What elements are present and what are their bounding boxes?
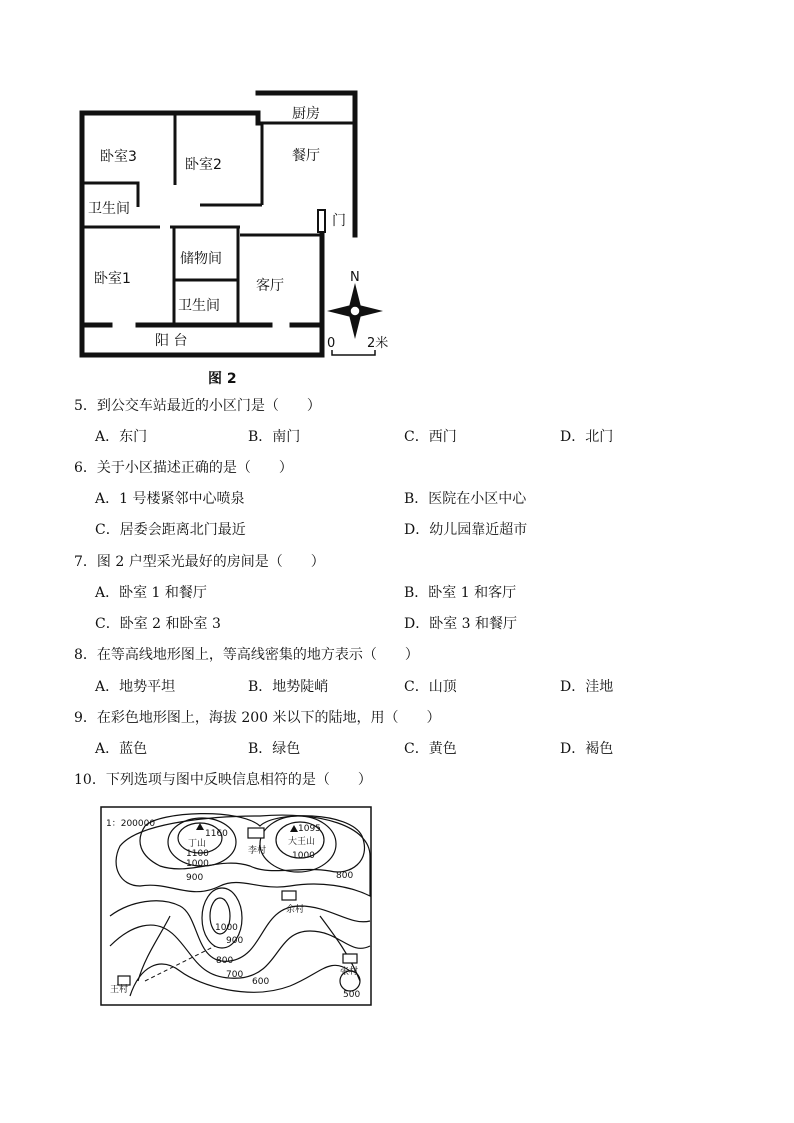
peak1-name: 丁山 (188, 839, 207, 849)
village-zhang-marker (343, 954, 357, 963)
scale-length: 2米 (367, 336, 389, 351)
figure-caption: 图 2 (208, 371, 237, 387)
q6-option-b[interactable]: B．医院在小区中心 (404, 491, 527, 507)
label-bedroom1: 卧室1 (94, 271, 131, 287)
question-9-stem: 9．在彩色地形图上，海拔 200 米以下的陆地，用（ ） (74, 710, 441, 726)
q6-option-d[interactable]: D．幼儿园靠近超市 (404, 522, 528, 538)
village-yu-marker (282, 891, 296, 900)
contour-label-800b: 800 (216, 956, 234, 966)
floor-plan-figure (70, 85, 400, 385)
q6-option-a[interactable]: A．1 号楼紧邻中心喷泉 (95, 491, 245, 507)
peak1-elevation: 1160 (205, 829, 228, 839)
label-balcony: 阳 台 (155, 333, 188, 349)
q8-option-d[interactable]: D．洼地 (560, 679, 614, 695)
contour-map (100, 806, 372, 1006)
label-door: 门 (332, 213, 346, 229)
label-bathroom-bottom: 卫生间 (178, 298, 220, 314)
question-10-stem: 10．下列选项与图中反映信息相符的是（ ） (74, 772, 372, 788)
map-scale: 1：200000 (106, 819, 156, 829)
village-wang-name: 王村 (110, 985, 129, 995)
question-6-stem: 6．关于小区描述正确的是（ ） (74, 460, 293, 476)
contour-label-1000c: 1000 (215, 923, 238, 933)
contour-label-800a: 800 (336, 871, 354, 881)
scale-bar (327, 335, 388, 355)
contour-label-700: 700 (226, 970, 244, 980)
village-zhang-name: 张村 (340, 967, 359, 977)
q9-option-d[interactable]: D．褐色 (560, 741, 614, 757)
contour-label-900a: 900 (186, 873, 204, 883)
peak2-elevation: 1095 (298, 824, 321, 834)
village-wang-marker (118, 976, 130, 985)
contour-map-svg (100, 806, 372, 1006)
label-kitchen: 厨房 (292, 106, 320, 122)
peak2-name: 大王山 (288, 837, 316, 847)
village-li-marker (248, 828, 264, 838)
q7-option-d[interactable]: D．卧室 3 和餐厅 (404, 616, 518, 632)
floor-plan-svg (70, 85, 400, 385)
scale-zero: 0 (327, 336, 336, 351)
village-yu-name: 余村 (286, 905, 305, 915)
q9-option-a[interactable]: A．蓝色 (95, 741, 148, 757)
compass-icon (327, 270, 383, 339)
door-marker (318, 210, 325, 232)
contour-label-500: 500 (343, 990, 361, 1000)
compass-north-label: N (350, 270, 360, 285)
q5-option-b[interactable]: B．南门 (248, 429, 301, 445)
q5-option-d[interactable]: D．北门 (560, 429, 614, 445)
contour-label-1000b: 1000 (292, 851, 315, 861)
label-living: 客厅 (256, 278, 284, 294)
q8-option-b[interactable]: B．地势陡峭 (248, 679, 329, 695)
label-bathroom-top: 卫生间 (88, 201, 130, 217)
question-7-stem: 7．图 2 户型采光最好的房间是（ ） (74, 554, 325, 570)
label-bedroom2: 卧室2 (185, 157, 222, 173)
contour-label-1000a: 1000 (186, 859, 209, 869)
q7-option-c[interactable]: C．卧室 2 和卧室 3 (95, 616, 221, 632)
q9-option-c[interactable]: C．黄色 (404, 741, 457, 757)
q7-option-b[interactable]: B．卧室 1 和客厅 (404, 585, 517, 601)
label-storage: 储物间 (180, 251, 222, 267)
question-5-stem: 5．到公交车站最近的小区门是（ ） (74, 398, 321, 414)
village-li-name: 李村 (248, 846, 267, 856)
question-8-stem: 8．在等高线地形图上，等高线密集的地方表示（ ） (74, 647, 419, 663)
q8-option-a[interactable]: A．地势平坦 (95, 679, 176, 695)
q9-option-b[interactable]: B．绿色 (248, 741, 301, 757)
q5-option-c[interactable]: C．西门 (404, 429, 457, 445)
contour-label-1100: 1100 (186, 849, 209, 859)
q6-option-c[interactable]: C．居委会距离北门最近 (95, 522, 246, 538)
q8-option-c[interactable]: C．山顶 (404, 679, 457, 695)
label-dining: 餐厅 (292, 148, 320, 164)
q7-option-a[interactable]: A．卧室 1 和餐厅 (95, 585, 207, 601)
contour-label-900b: 900 (226, 936, 244, 946)
contour-label-600: 600 (252, 977, 270, 987)
q5-option-a[interactable]: A．东门 (95, 429, 148, 445)
label-bedroom3: 卧室3 (100, 149, 137, 165)
